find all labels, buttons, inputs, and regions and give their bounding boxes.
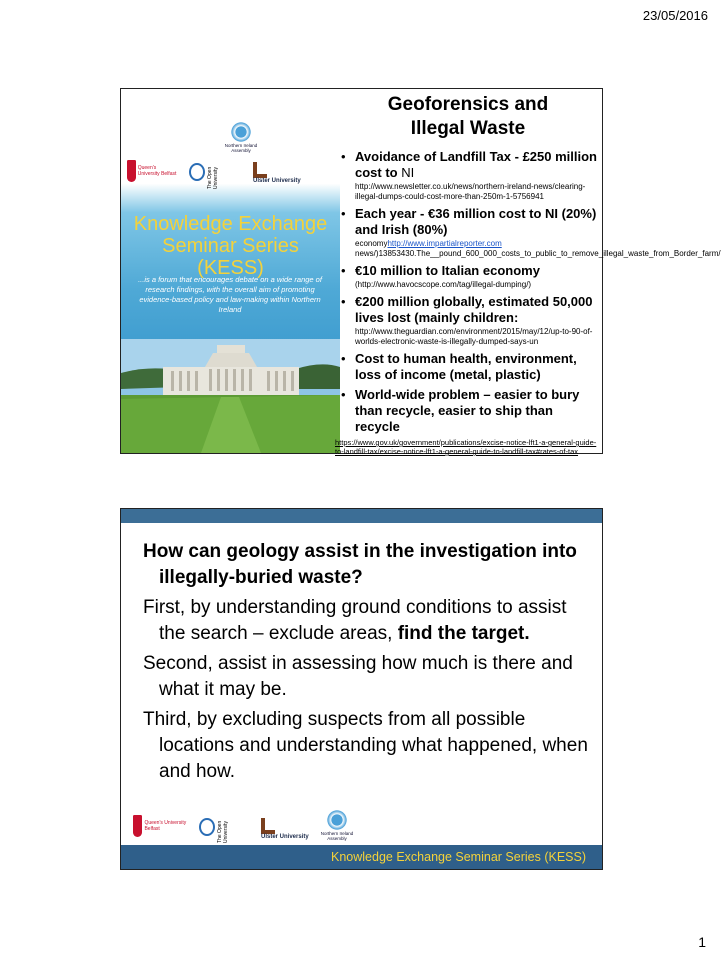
qub-crest-icon [127,160,136,182]
nia-logo-text: Northern Ireland Assembly [224,143,258,153]
qub-logo [127,157,177,185]
bullet-item [335,263,601,290]
slide-2 [120,508,603,870]
bullet-source-url: (http://www.havocscope.com/tag/illegal-dumping/) [355,280,532,289]
slide-1-bullet-list [335,149,721,435]
kess-banner-text: Knowledge Exchange Seminar Series (KESS) [331,850,586,864]
bullet-source-prefix: economy [355,239,388,248]
open-university-icon [189,163,205,181]
bullet-source-url: http://www.theguardian.com/environment/2015/may/12/up-to-90-of-worlds-electronic-waste-is-illegally-dumped-says-un [355,327,593,346]
slide-2-text [143,539,588,789]
ulster-logo-text: Ulster University [253,177,301,184]
bullet-source-url: http://www.newsletter.co.uk/news/northern-ireland-news/clearing-illegal-dumps-could-cost-more-than-250m-1-5756941 [355,182,586,201]
bullet-text: • €10 million to Italian economy [355,263,540,278]
qub-logo-text: Queen's University Belfast [137,165,177,177]
page-date: 23/05/2016 [642,8,708,23]
slide-1 [120,88,721,456]
bullet-item [335,294,601,347]
bullet-text: • Each year - €36 million cost to NI (20%) and Irish (80%) [355,206,597,237]
slide-1-footnote [335,438,601,456]
bullet-item [335,206,721,259]
impartialreporter-link[interactable]: http://www.impartialreporter.com [387,239,502,248]
para-1-text: First, by understanding ground conditions to assist the search – exclude areas, [143,597,567,644]
slide-2-para-2: Second, assist in assessing how much is there and what it may be. [143,653,573,700]
slide-2-para-3: Third, by excluding suspects from all possible locations and understanding what happened, when and how. [143,709,588,782]
kess-title-line1: Knowledge Exchange [133,213,328,235]
page-number: 1 [698,934,706,950]
open-university-logo [189,155,219,189]
slide-2-logo-strip [121,805,602,845]
bullet-text: • €200 million globally, estimated 50,000 lives lost (mainly children: [355,294,593,325]
open-university-text: The Open University [217,820,229,843]
nia-logo-text: Northern Ireland Assembly [320,831,354,841]
ulster-mark-icon [261,818,275,834]
bullet-text: • Cost to human health, environment, loss of income (metal, plastic) [355,351,577,382]
kess-series-title [121,213,340,279]
nia-logo [315,807,359,843]
kess-description: ...is a forum that encourages debate on a wide range of research findings, with the overall aim of promoting evidence-based policy and law-making within Northern Ireland [138,275,322,314]
bullet-item [335,149,601,202]
qub-logo [133,813,187,839]
kess-title-line3: (KESS) [197,257,264,279]
bullet-item [335,351,601,383]
bullet-text: Avoidance of Landfill Tax - £250 million cost to [355,149,597,180]
kess-poster [121,89,340,453]
bullet-item [335,387,601,435]
ulster-mark-icon [253,162,267,178]
ulster-logo-text: Ulster University [261,833,309,840]
slide-1-title [335,93,601,141]
slide-2-question: How can geology assist in the investigation into illegally-buried waste? [143,541,577,588]
kess-banner [121,845,602,869]
slide-2-top-bar [121,509,602,523]
nia-logo [219,117,263,157]
ulster-logo [261,813,311,845]
landfill-tax-link[interactable]: https://www.gov.uk/government/publications/excise-notice-lft1-a-general-guide-to-landfill-tax/excise-notice-lft1-a-general-guide-to-landfill-tax#rates-of-tax [335,438,597,456]
open-university-icon [199,818,215,836]
open-university-logo [199,811,229,843]
stormont-building-image [121,339,340,453]
bullet-text: • World-wide problem – easier to bury than recycle, easier to ship than recycle [355,387,580,434]
slide-1-title-line1: Geoforensics and [387,94,549,115]
ulster-logo [253,155,303,191]
flax-icon [230,121,252,143]
bullet-text-suffix: NI [397,165,415,180]
slide-1-title-line2: Illegal Waste [410,118,526,139]
qub-crest-icon [133,815,142,837]
para-1-bold: find the target. [397,623,530,644]
open-university-text: The Open University [207,166,219,189]
bullet-source-url: news/)13853430.The__pound_600_000_costs_to_public_to_remove_illegal_waste_from_Border_farm/ [355,249,721,258]
qub-logo-text: Queen's University Belfast [144,820,187,832]
flax-icon [326,809,348,831]
kess-title-line2: Seminar Series [162,235,299,257]
slide-1-content [335,93,721,456]
slide-2-para-1 [143,595,588,647]
